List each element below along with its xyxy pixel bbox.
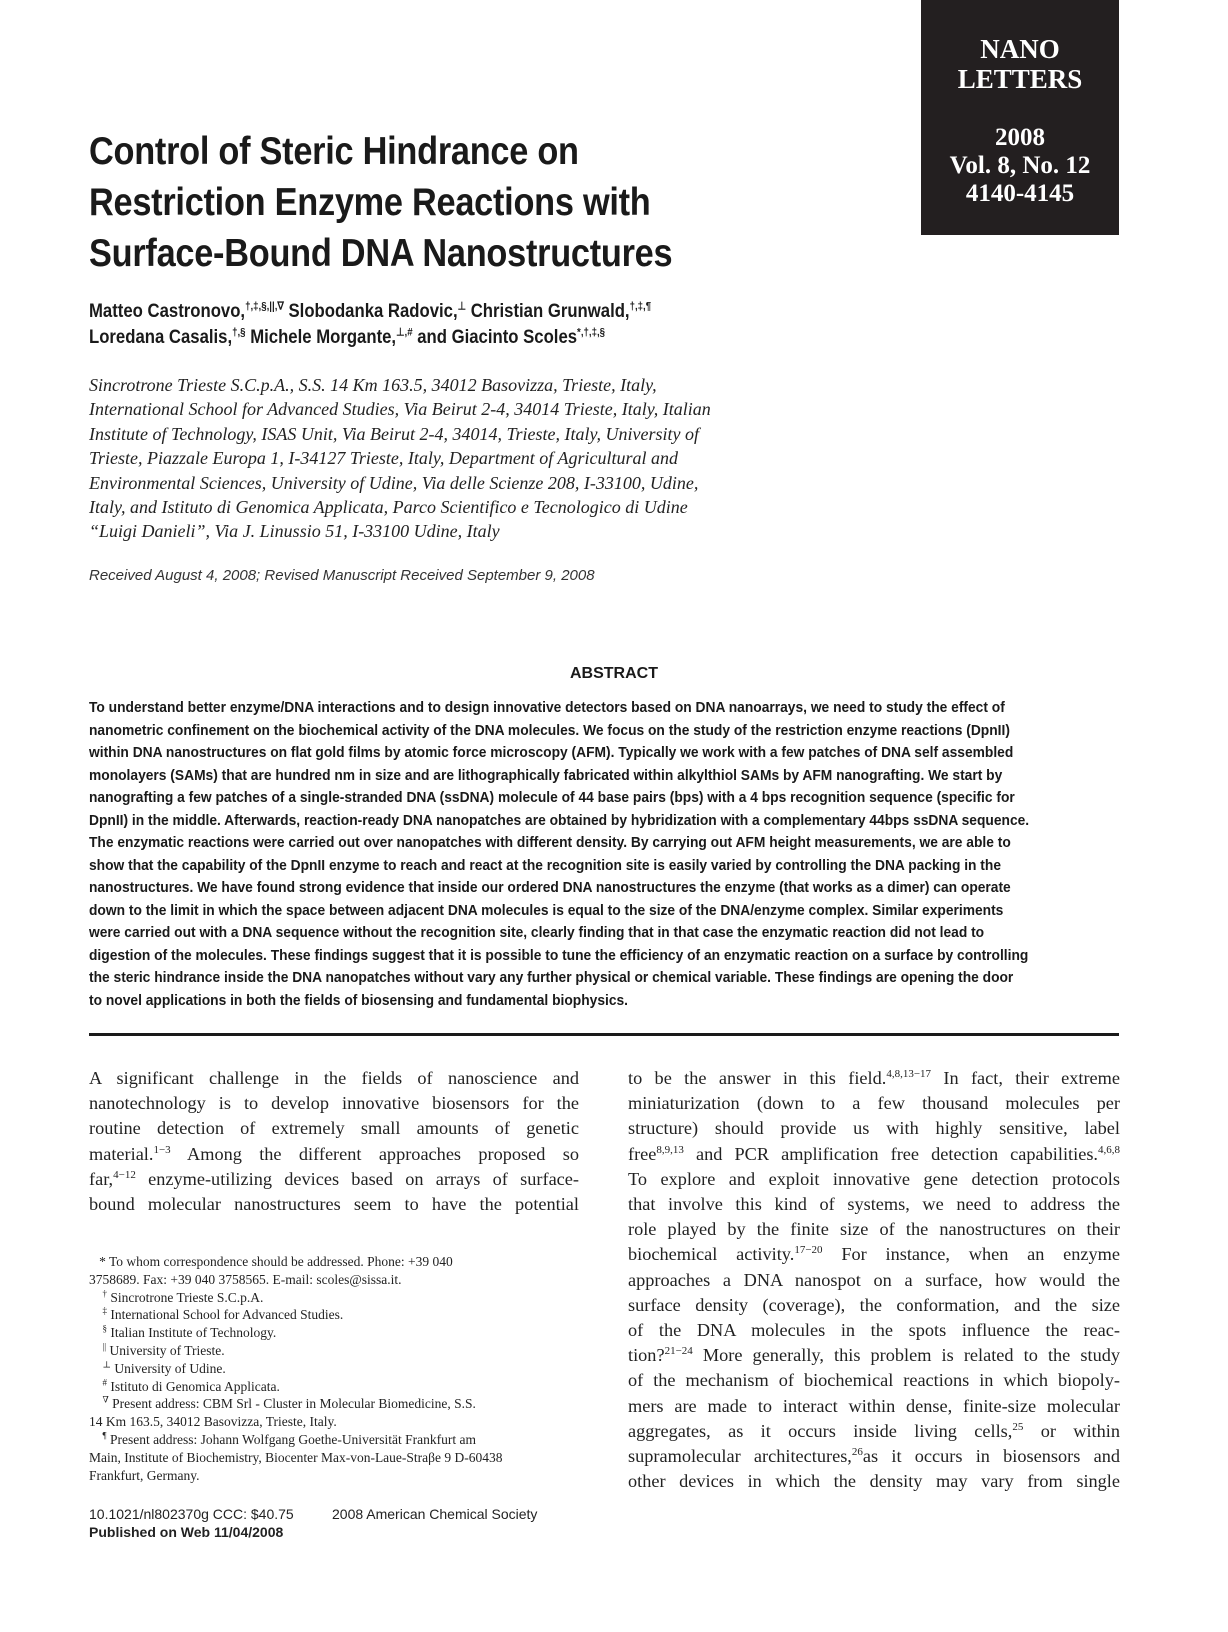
footnote [89,1342,579,1360]
body-column-left [89,1066,579,1217]
author-name: Michele Morgante, [250,327,397,348]
published-date: Published on Web 11/04/2008 [89,1524,284,1540]
abstract-line: digestion of the molecules. These findings suggest that it is possible to tune the efficiency of an enzymatic reaction on a surface by controlling [89,946,1029,964]
text-run: biochemical activity. [628,1244,795,1265]
text-run: to be the answer in this field. [628,1068,887,1088]
body-line: To explore and exploit innovative gene detection protocols [628,1168,1120,1189]
author-name: and Giacinto Scoles [417,327,578,348]
abstract-heading: ABSTRACT [570,665,658,682]
footnote-mark: ∇ [102,1394,109,1405]
text-run: More generally, this problem is related to the study [692,1345,1120,1366]
footnote-text: To whom correspondence should be addressed. Phone: +39 040 [105,1254,453,1269]
journal-badge [921,0,1119,235]
body-line: of the DNA molecules in the spots influence the reac- [628,1320,1120,1341]
journal-name-line1: NANO [980,34,1060,64]
author-marks: †,‡,§,||,∇ [245,300,284,313]
text-run: For instance, when an enzyme [822,1244,1120,1265]
body-line: miniaturization (down to a few thousand molecules per [628,1093,1120,1114]
abstract-line: were carried out with a DNA sequence without the recognition site, clearly finding that in that case the enzymatic reaction did not lead to [89,924,985,941]
received-dates: Received August 4, 2008; Revised Manuscript Received September 9, 2008 [89,567,595,584]
body-line: role played by the finite size of the nanostructures on their [628,1219,1120,1240]
footnote-mark: || [102,1341,107,1352]
title-line: Surface-Bound DNA Nanostructures [89,232,673,275]
citation-ref: 8,9,13 [656,1143,684,1156]
affiliation-line: International School for Advanced Studies, Via Beirut 2-4, 34014 Trieste, Italy, Italian [89,399,711,420]
paper-title [89,126,758,279]
author-list [89,299,846,351]
body-line [89,1167,579,1192]
footnote-text: Present address: CBM Srl - Cluster in Molecular Biomedicine, S.S. [108,1396,476,1412]
copyright-society: 2008 American Chemical Society [332,1506,538,1522]
author-name: Slobodanka Radovic, [288,301,458,322]
footnote-mark: * [99,1254,106,1269]
abstract-text [89,697,1124,1012]
footnote [89,1378,579,1396]
body-line: routine detection of extremely small amounts of genetic [89,1118,579,1139]
journal-name-line2: LETTERS [957,64,1083,94]
body-line [628,1419,1120,1444]
body-line [628,1343,1120,1368]
citation-ref: 4−12 [113,1168,136,1181]
citation-ref: 26 [851,1445,863,1458]
body-line [89,1142,579,1167]
body-line: that involve this kind of systems, we need to address the [628,1194,1120,1215]
body-line: nanotechnology is to develop innovative biosensors for the [89,1093,579,1114]
publication-info [89,1505,538,1541]
footnote-mark: § [102,1323,107,1334]
footnote-text: Istituto di Genomica Applicata. [107,1378,280,1394]
affiliation-line: Sincrotrone Trieste S.C.p.A., S.S. 14 Km 163.5, 34012 Basovizza, Trieste, Italy, [89,375,657,395]
affiliation-line: Environmental Sciences, University of Udine, Via delle Scienze 208, I-33100, Udine, [89,472,699,493]
affiliations [89,373,829,544]
footnote-mark: ⊥ [102,1359,111,1370]
body-line: approaches a DNA nanospot on a surface, how would the [628,1269,1120,1290]
author-marks: ⊥,# [396,326,413,339]
author-line [89,325,846,351]
citation-ref: 4,8,13−17 [886,1067,932,1080]
abstract-line: DpnII) in the middle. Afterwards, reaction-ready DNA nanopatches are obtained by hybridization with a complementary 44bps ssDNA sequence. [89,811,1030,829]
citation-ref: 21−24 [664,1345,693,1358]
abstract-line: to novel applications in both the fields of biosensing and fundamental biophysics. [89,991,629,1009]
body-line [628,1066,1120,1091]
abstract-line: down to the limit in which the space between adjacent DNA molecules is equal to the size of the DNA/enzyme complex. Similar experiments [89,901,1004,919]
body-line: structure) should provide us with highly sensitive, label [628,1118,1120,1139]
footnote-text: Present address: Johann Wolfgang Goethe-Universität Frankfurt am [106,1431,477,1447]
title-line: Restriction Enzyme Reactions with [89,181,651,224]
abstract-line: show that the capability of the DpnII enzyme to reach and react at the recognition site is easily varied by controlling the DNA packing in the [89,856,1002,874]
text-run: aggregates, as it occurs inside living cells, [628,1420,1013,1441]
journal-issue-info [921,124,1119,208]
footnote-text: International School for Advanced Studies. [107,1307,344,1323]
body-line: A significant challenge in the fields of nanoscience and [89,1068,579,1088]
footnote-text: University of Trieste. [106,1342,225,1358]
abstract-line: nanostructures. We have found strong evidence that inside our ordered DNA nanostructures the enzyme (that works as a dimer) can operate [89,879,1011,896]
author-name: Christian Grunwald, [470,301,630,322]
footnote: 14 Km 163.5, 34012 Basovizza, Trieste, Italy. [89,1414,337,1430]
footnote-mark: # [102,1377,107,1388]
text-run: In fact, their extreme [931,1068,1120,1088]
body-line: other devices in which the density may vary from single [628,1471,1120,1492]
text-run: enzyme-utilizing devices based on arrays of surface- [135,1168,579,1189]
citation-ref: 17−20 [794,1244,823,1257]
footnote [89,1324,579,1342]
abstract-line: nanometric confinement on the biochemical activity of the DNA molecules. We focus on the study of the restriction enzyme reactions (DpnII) [89,721,1010,739]
body-column-right [628,1066,1120,1494]
footnote [89,1306,579,1324]
body-line [628,1242,1120,1267]
author-name: Matteo Castronovo, [89,301,246,322]
affiliation-line: Italy, and Istituto di Genomica Applicata, Parco Scientifico e Tecnologico di Udine [89,497,688,518]
abstract-line: the steric hindrance inside the DNA nanopatches without vary any further physical or chemical variable. These findings are opening the door [89,969,1014,986]
footnote-mark: † [102,1288,107,1299]
author-marks: †,§ [232,326,246,339]
body-line [628,1142,1120,1167]
journal-pages: 4140-4145 [965,180,1075,207]
author-name: Loredana Casalis, [89,327,233,348]
footnote: Main, Institute of Biochemistry, Biocenter Max-von-Laue-Straβe 9 D-60438 [89,1449,503,1465]
affiliation-line: Trieste, Piazzale Europa 1, I-34127 Trieste, Italy, Department of Agricultural and [89,448,678,469]
journal-name [921,34,1119,94]
doi-price: 10.1021/nl802370g CCC: $40.75 [89,1506,294,1522]
title-line: Control of Steric Hindrance on [89,130,579,173]
citation-ref: 25 [1012,1420,1024,1433]
footnote [89,1289,579,1307]
footnote [89,1395,579,1413]
author-line [89,299,846,325]
abstract-line: nanografting a few patches of a single-stranded DNA (ssDNA) molecule of 44 base pairs (bps) with a 4 bps recognition sequence (specific for [89,789,1015,806]
citation-ref: 1−3 [153,1143,171,1156]
body-line: of the mechanism of biochemical reactions in which biopoly- [628,1370,1120,1391]
footnote: Frankfurt, Germany. [89,1467,200,1483]
text-run: supramolecular architectures, [628,1446,852,1467]
text-run: free [628,1143,657,1164]
footnote [89,1360,579,1378]
affiliation-line: Institute of Technology, ISAS Unit, Via Beirut 2-4, 34014, Trieste, Italy, University of [89,423,699,444]
text-run: tion? [628,1345,665,1366]
text-run: material. [89,1143,154,1164]
footnote-text: University of Udine. [110,1360,226,1376]
abstract-line: within DNA nanostructures on flat gold films by atomic force microscopy (AFM). Typically we work with a few patches of DNA self assembled [89,744,1014,761]
text-run: as it occurs in biosensors and [862,1446,1120,1467]
footnote [89,1253,579,1271]
body-line [628,1444,1120,1469]
author-marks: *,†,‡,§ [577,326,606,339]
text-run: Among the different approaches proposed so [170,1143,579,1164]
text-run: far, [89,1168,114,1189]
body-line: surface density (coverage), the conformation, and the size [628,1294,1120,1315]
abstract-line: To understand better enzyme/DNA interactions and to design innovative detectors based on DNA nanoarrays, we need to study the effect of [89,699,1005,716]
abstract-line: monolayers (SAMs) that are hundred nm in size and are lithographically fabricated within alkylthiol SAMs by AFM nanografting. We start by [89,766,1003,784]
text-run: and PCR amplification free detection capabilities. [683,1143,1098,1164]
journal-volume: Vol. 8, No. 12 [949,152,1091,179]
footnote-text: Sincrotrone Trieste S.C.p.A. [107,1289,264,1305]
body-line: bound molecular nanostructures seem to have the potential [89,1194,579,1215]
footnote [89,1431,579,1449]
section-divider [89,1033,1119,1036]
footnote: 3758689. Fax: +39 040 3758565. E-mail: scoles@sissa.it. [89,1271,402,1287]
text-run: or within [1023,1420,1120,1441]
author-marks: †,‡,¶ [629,300,652,313]
footnote-text: Italian Institute of Technology. [107,1325,277,1341]
affiliation-line: “Luigi Danieli”, Via J. Linussio 51, I-33100 Udine, Italy [89,521,500,542]
footnotes [89,1253,579,1484]
journal-year: 2008 [995,124,1045,151]
abstract-line: The enzymatic reactions were carried out over nanopatches with different density. By carrying out AFM height measurements, we are able to [89,834,1011,851]
citation-ref: 4,6,8 [1098,1143,1120,1156]
body-line: mers are made to interact within dense, finite-size molecular [628,1395,1120,1416]
author-marks: ⊥ [457,300,467,313]
footnote-mark: ¶ [102,1430,107,1441]
footnote-mark: ‡ [102,1305,107,1316]
